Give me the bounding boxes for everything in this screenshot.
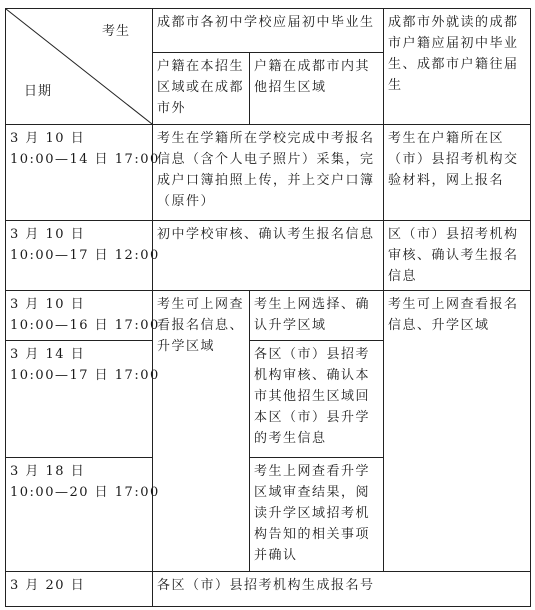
other-area-activity-cell: 考生上网选择、确认升学区域 bbox=[250, 291, 384, 341]
outside-activity-cell: 区（市）县招考机构审核、确认考生报名信息 bbox=[384, 221, 531, 291]
header-local-students: 成都市各初中学校应届初中毕业生 bbox=[153, 9, 384, 53]
view-info-same-area-cell: 考生可上网查看报名信息、升学区域 bbox=[153, 291, 250, 572]
date-range: 10:00—16 日 17:00 bbox=[10, 318, 160, 333]
date-start: 3 月 18 日 bbox=[10, 464, 86, 479]
date-range: 10:00—17 日 17:00 bbox=[10, 368, 160, 383]
date-range: 10:00—17 日 12:00 bbox=[10, 248, 160, 263]
date-cell bbox=[6, 458, 160, 572]
table-row bbox=[6, 572, 531, 607]
header-examinee-label: 考生 bbox=[101, 24, 130, 39]
table-row bbox=[6, 291, 531, 341]
date-cell bbox=[6, 291, 160, 341]
other-area-activity-cell: 各区（市）县招考机构审核、确认本市其他招生区域回本区（市）县升学的考生信息 bbox=[250, 341, 384, 458]
diagonal-header-cell bbox=[6, 9, 153, 125]
date-cell bbox=[6, 341, 160, 458]
cropped-title-fragment bbox=[120, 0, 420, 3]
header-date-label: 日期 bbox=[24, 84, 53, 99]
date-start: 3 月 14 日 bbox=[10, 347, 86, 362]
diagonal-line bbox=[6, 9, 152, 124]
date-cell bbox=[6, 125, 160, 221]
local-activity-cell: 初中学校审核、确认考生报名信息 bbox=[153, 221, 384, 291]
date-range: 10:00—14 日 17:00 bbox=[10, 152, 160, 167]
final-activity-cell: 各区（市）县招考机构生成报名号 bbox=[153, 572, 531, 607]
header-row-1 bbox=[6, 9, 531, 53]
date-start: 3 月 10 日 bbox=[10, 131, 86, 146]
view-info-outside-cell: 考生可上网查看报名信息、升学区域 bbox=[384, 291, 531, 572]
other-area-activity-cell: 考生上网查看升学区域审查结果，阅读升学区域招考机构告知的相关事项并确认 bbox=[250, 458, 384, 572]
date-start: 3 月 20 日 bbox=[10, 578, 86, 593]
local-activity-cell: 考生在学籍所在学校完成中考报名信息（含个人电子照片）采集，完成户口簿拍照上传，并上交户口簿（原件） bbox=[153, 125, 384, 221]
registration-schedule-table bbox=[5, 8, 531, 607]
date-cell bbox=[6, 572, 153, 607]
date-range: 10:00—20 日 17:00 bbox=[10, 485, 160, 500]
date-start: 3 月 10 日 bbox=[10, 227, 86, 242]
outside-activity-cell: 考生在户籍所在区（市）县招考机构交验材料，网上报名 bbox=[384, 125, 531, 221]
table-row bbox=[6, 221, 531, 291]
date-cell bbox=[6, 221, 160, 291]
date-start: 3 月 10 日 bbox=[10, 297, 86, 312]
table-row bbox=[6, 125, 531, 221]
header-outside-students: 成都市外就读的成都市户籍应届初中毕业生、成都市户籍往届生 bbox=[384, 9, 531, 125]
header-same-area: 户籍在本招生区域或在成都市外 bbox=[153, 53, 250, 125]
header-other-area: 户籍在成都市内其他招生区域 bbox=[250, 53, 384, 125]
